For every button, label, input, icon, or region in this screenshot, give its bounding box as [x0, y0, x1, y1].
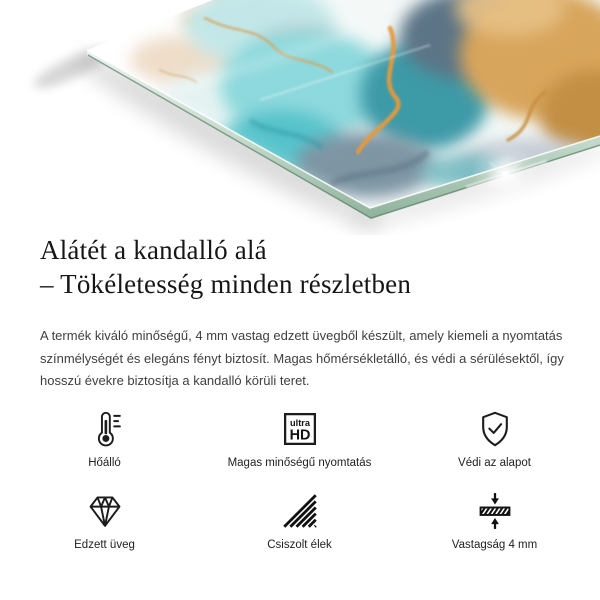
page-title	[40, 233, 411, 301]
ultra-hd-icon-text-top: ultra	[289, 417, 310, 428]
feature-tempered-glass	[7, 487, 202, 551]
feature-grid	[7, 405, 593, 551]
feature-protects-base	[397, 405, 592, 469]
feature-polished-edges	[202, 487, 397, 551]
feature-print-quality	[202, 405, 397, 469]
feature-label: Vastagság 4 mm	[451, 539, 538, 551]
feature-label: Magas minőségű nyomtatás	[227, 457, 372, 469]
feature-label: Védi az alapot	[458, 457, 531, 469]
feature-label: Hőálló	[88, 457, 121, 469]
thickness-icon	[474, 487, 516, 535]
product-description	[40, 325, 600, 393]
ultra-hd-icon	[279, 405, 321, 453]
description-line: A termék kiváló minőségű, 4 mm vastag edzett üvegből készült, amely kiemeli a nyomtatás	[40, 328, 563, 343]
feature-label: Csiszolt élek	[267, 539, 332, 551]
feature-heat-resistant	[7, 405, 202, 469]
description-line: színmélységét és elegáns fényt biztosít. Magas hőmérsékletálló, és védi a sérülésektől, így	[40, 350, 564, 366]
product-image	[0, 0, 600, 235]
polished-edges-icon	[279, 487, 321, 535]
thermometer-icon	[84, 405, 126, 453]
page-title-line2: – Tökéletesség minden részletben	[40, 269, 412, 299]
diamond-icon	[84, 487, 126, 535]
ultra-hd-icon-text-bottom: HD	[289, 427, 310, 444]
shield-check-icon	[474, 405, 516, 453]
feature-label: Edzett üveg	[74, 539, 135, 551]
page-title-line1: Alátét a kandalló alá	[40, 235, 267, 265]
feature-thickness	[397, 487, 592, 551]
description-line: hosszú évekre biztosítja a kandalló körüli teret.	[40, 373, 310, 388]
